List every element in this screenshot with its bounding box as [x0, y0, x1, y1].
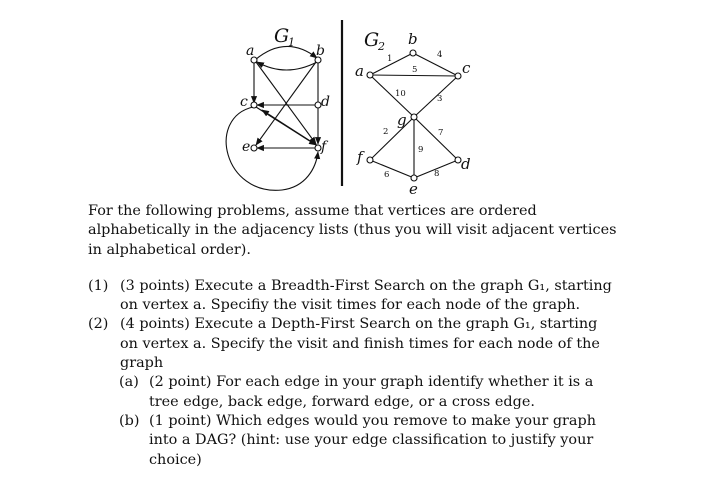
problem-text	[88, 202, 618, 470]
g2-weight-f-e: 6	[384, 170, 390, 180]
g2-weight-a-c: 5	[412, 65, 418, 75]
g1-edge-a-b	[255, 46, 317, 60]
g2-vertex-f	[367, 157, 373, 163]
g1-label-e: e	[242, 139, 251, 155]
problem-2a	[88, 373, 618, 412]
problem-1	[88, 277, 618, 316]
g1-vertex-e	[251, 145, 257, 151]
g1-label-f: f	[321, 139, 327, 155]
g2-label-f: f	[357, 148, 363, 166]
g2-vertex-b	[410, 50, 416, 56]
g1-vertex-c	[251, 102, 257, 108]
g1-edge-c-f-loop	[226, 107, 318, 190]
g2-label-g: g	[397, 111, 407, 129]
g1-label-c: c	[240, 94, 248, 110]
g2-vertex-c	[455, 73, 461, 79]
problem-1-text: (3 points) Execute a Breadth-First Search on the graph G₁, starting on vertex a. Specifiy the visit times for each node of the graph.	[120, 277, 612, 314]
problem-2a-number: (a)	[119, 374, 139, 391]
g1-label-d: d	[321, 94, 330, 110]
g2-edge-b-c	[413, 53, 458, 76]
g2-label-c: c	[462, 59, 471, 77]
problem-2b-text: (1 point) Which edges would you remove to make your graph into a DAG? (hint: use your edge classification to justify your choice)	[149, 412, 596, 468]
graph-g1	[226, 25, 330, 190]
g2-label-d: d	[461, 155, 471, 173]
problem-2-number: (2)	[88, 316, 109, 333]
g2-title: G	[364, 29, 380, 51]
g2-weight-g-d: 7	[438, 128, 444, 138]
g2-title-subscript: 2	[378, 40, 385, 53]
g2-edge-c-g	[414, 76, 458, 117]
g2-edge-a-g	[370, 75, 414, 117]
g2-vertex-a	[367, 72, 373, 78]
g2-edge-f-g	[370, 117, 414, 160]
intro-paragraph: For the following problems, assume that vertices are ordered alphabetically in the adjacency lists (thus you will visit adjacent vertices in alphabetical order).	[88, 203, 617, 258]
g2-weight-a-g: 10	[395, 89, 406, 99]
g2-weight-f-g: 2	[383, 127, 389, 137]
g2-label-e: e	[409, 180, 418, 198]
problem-2b-number: (b)	[119, 412, 140, 429]
problem-2b	[88, 412, 618, 470]
g1-title-subscript: 1	[288, 36, 295, 49]
g1-label-a: a	[246, 43, 255, 59]
problem-2	[88, 315, 618, 373]
g2-vertex-g	[411, 114, 417, 120]
g2-label-a: a	[355, 62, 364, 80]
g2-label-b: b	[408, 30, 418, 48]
g1-edge-f-c	[262, 110, 318, 146]
g1-label-b: b	[316, 43, 325, 59]
g2-weight-e-d: 8	[434, 169, 440, 179]
graph-g2	[355, 29, 471, 198]
problem-1-number: (1)	[88, 277, 109, 294]
g2-edge-a-c	[370, 75, 458, 76]
g2-weight-c-g: 3	[437, 94, 443, 104]
g2-weight-b-c: 4	[437, 50, 443, 60]
g2-weight-a-b: 1	[387, 54, 393, 64]
problem-2-text: (4 points) Execute a Depth-First Search on the graph G₁, starting on vertex a. Specify the visit and finish times for each node of the graph	[120, 316, 600, 372]
problem-2a-text: (2 point) For each edge in your graph identify whether it is a tree edge, back edge, forward edge, or a cross edge.	[149, 374, 594, 410]
graph-figure	[0, 0, 717, 200]
g2-weight-g-e: 9	[418, 145, 424, 155]
g1-title: G	[274, 25, 290, 47]
g1-edge-b-a	[257, 62, 317, 70]
g2-edge-f-e	[370, 160, 414, 178]
